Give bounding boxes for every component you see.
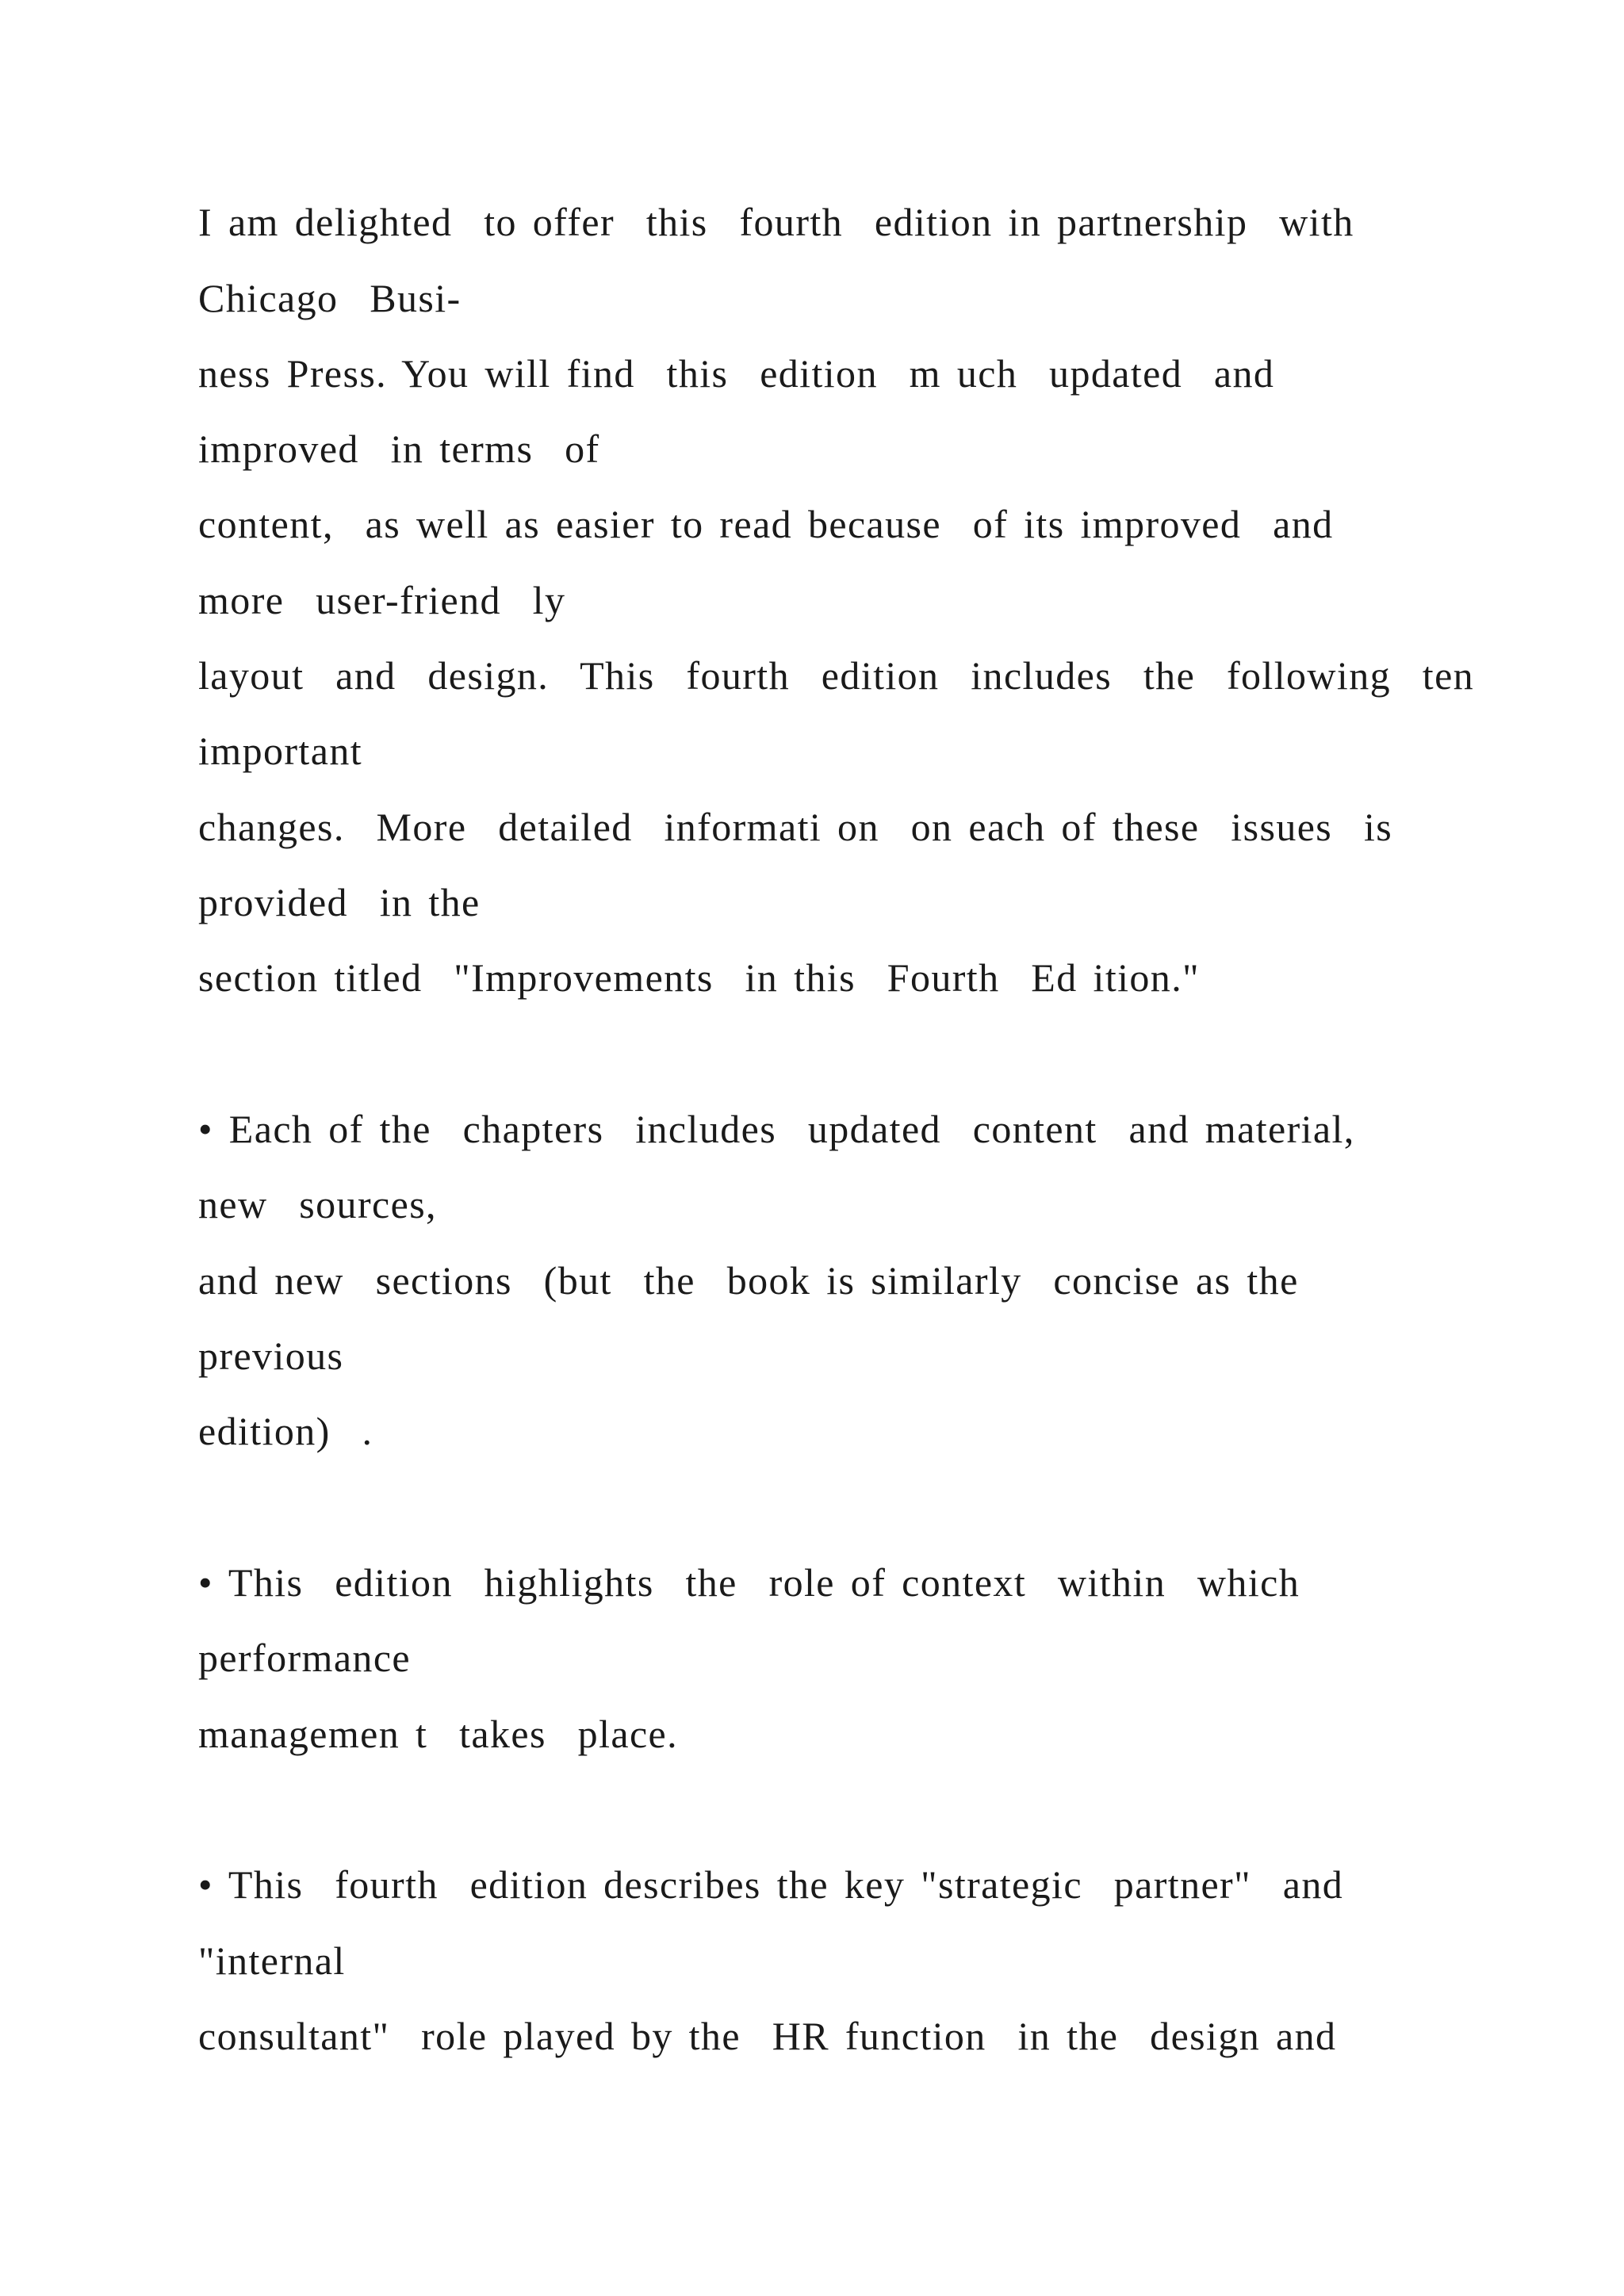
- text-line: and new sections (but the book is similarly concise as the: [198, 1258, 1299, 1303]
- text-line: Chicago Busi-: [198, 276, 462, 320]
- text-line: new sources,: [198, 1182, 437, 1226]
- bullet-item: • This fourth edition describes the key "strategic partner" and: [198, 1862, 1344, 1907]
- text-line: I am delighted to offer this fourth edition in partnership with: [198, 200, 1354, 244]
- text-line: "internal: [198, 1938, 346, 1983]
- bullet-item: • This edition highlights the role of context within which: [198, 1560, 1300, 1605]
- text-line: previous: [198, 1334, 344, 1378]
- text-line: edition) .: [198, 1409, 373, 1453]
- text-line: ness Press. You will find this edition m uch updated and: [198, 351, 1275, 396]
- bullet-item: • Each of the chapters includes updated content and material,: [198, 1107, 1355, 1151]
- text-line: consultant" role played by the HR function in the design and: [198, 2014, 1337, 2058]
- text-line: content, as well as easier to read because of its improved and: [198, 502, 1334, 546]
- text-line: layout and design. This fourth edition includes the following ten: [198, 653, 1475, 698]
- text-line: important: [198, 729, 363, 773]
- text-line: section titled "Improvements in this Fourth Ed ition.": [198, 955, 1200, 1000]
- text-line: more user-friend ly: [198, 578, 566, 622]
- text-line: performance: [198, 1636, 412, 1680]
- text-line: changes. More detailed informati on on each of these issues is: [198, 805, 1393, 849]
- text-line: managemen t takes place.: [198, 1712, 679, 1756]
- text-line: provided in the: [198, 880, 481, 924]
- text-line: improved in terms of: [198, 427, 600, 471]
